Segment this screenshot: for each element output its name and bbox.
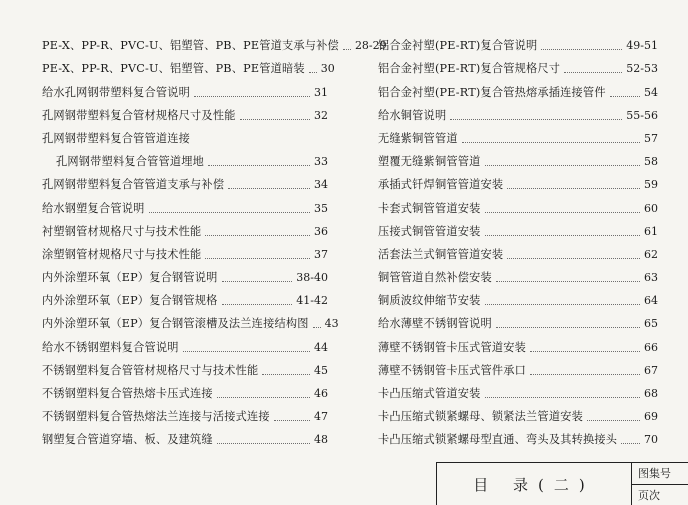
toc-entry <box>378 262 658 285</box>
dot-leader <box>507 188 640 189</box>
toc-entry-title: 涂塑钢管材规格尺寸与技术性能 <box>42 248 201 262</box>
dot-leader <box>228 188 310 189</box>
toc-entry <box>42 239 328 262</box>
toc-entry <box>42 146 328 169</box>
toc-entry <box>42 30 328 53</box>
dot-leader <box>485 165 641 166</box>
toc-entry-page: 48 <box>314 433 328 447</box>
toc-entry-title: PE-X、PP-R、PVC-U、铝塑管、PB、PE管道支承与补偿 <box>42 39 339 53</box>
toc-entry-title: 给水薄壁不锈钢管说明 <box>378 317 492 331</box>
toc-entry-page: 70 <box>644 433 658 447</box>
toc-entry <box>378 192 658 215</box>
toc-entry <box>378 123 658 146</box>
toc-entry-page: 43 <box>325 317 339 331</box>
toc-entry <box>378 30 658 53</box>
toc-entry <box>42 308 328 331</box>
toc-entry-page: 28-29 <box>355 39 387 53</box>
dot-leader <box>530 351 640 352</box>
toc-entry-title: 给水不锈钢塑料复合管说明 <box>42 341 179 355</box>
toc-entry-page: 58 <box>644 155 658 169</box>
toc-entry <box>378 146 658 169</box>
toc-entry-title: 卡凸压缩式锁紧螺母型直通、弯头及其转换接头 <box>378 433 617 447</box>
toc-entry-page: 37 <box>314 248 328 262</box>
toc-entry <box>42 378 328 401</box>
toc-entry-page: 35 <box>314 202 328 216</box>
toc-entry <box>42 331 328 354</box>
toc-entry-title: 内外涂塑环氧（EP）复合钢管说明 <box>42 271 218 285</box>
toc-entry-title: 不锈钢塑料复合管管材规格尺寸与技术性能 <box>42 364 258 378</box>
toc-entry <box>378 100 658 123</box>
dot-leader <box>462 142 640 143</box>
toc-entry-page: 60 <box>644 202 658 216</box>
toc-entry-title: 卡套式铜管管道安装 <box>378 202 481 216</box>
toc-entry-page: 61 <box>644 225 658 239</box>
toc-right-column <box>378 30 658 447</box>
toc-entry-title: 铜管管道自然补偿安装 <box>378 271 492 285</box>
toc-entry-title: 给水孔网钢带塑料复合管说明 <box>42 86 190 100</box>
toc-entry-title: 不锈钢塑料复合管热熔卡压式连接 <box>42 387 213 401</box>
dot-leader <box>205 258 310 259</box>
toc-entry <box>378 216 658 239</box>
toc-entry-page: 59 <box>644 178 658 192</box>
toc-entry-title: 内外涂塑环氧（EP）复合钢管滚槽及法兰连接结构图 <box>42 317 309 331</box>
toc-entry-title: 孔网钢带塑料复合管管道支承与补偿 <box>42 178 224 192</box>
toc-entry-page: 46 <box>314 387 328 401</box>
dot-leader <box>309 72 317 73</box>
toc-entry-page: 45 <box>314 364 328 378</box>
toc-entry-page: 36 <box>314 225 328 239</box>
toc-entry-title: 孔网钢带塑料复合管管道埋地 <box>42 155 204 169</box>
toc-entry <box>42 76 328 99</box>
toc-entry-title: 铝合金衬塑(PE-RT)复合管规格尺寸 <box>378 62 560 76</box>
toc-entry-title: 孔网钢带塑料复合管材规格尺寸及性能 <box>42 109 236 123</box>
dot-leader <box>194 96 310 97</box>
toc-entry <box>378 401 658 424</box>
toc-entry <box>42 401 328 424</box>
dot-leader <box>496 281 640 282</box>
toc-entry <box>378 169 658 192</box>
toc-entry-title: 铜质波纹伸缩节安装 <box>378 294 481 308</box>
toc-entry-page: 68 <box>644 387 658 401</box>
toc-entry-page: 41-42 <box>296 294 328 308</box>
toc-entry-page: 57 <box>644 132 658 146</box>
toc-entry-page: 62 <box>644 248 658 262</box>
toc-entry <box>42 262 328 285</box>
toc-entry <box>42 100 328 123</box>
toc-entry-title: 给水钢塑复合管说明 <box>42 202 145 216</box>
dot-leader <box>240 119 310 120</box>
toc-entry-page: 55-56 <box>626 109 658 123</box>
toc-entry-title: 薄壁不锈钢管卡压式管道安装 <box>378 341 526 355</box>
toc-entry-page: 52-53 <box>626 62 658 76</box>
title-block-side <box>632 463 688 505</box>
toc-entry-title: 塑覆无缝紫铜管管道 <box>378 155 481 169</box>
toc-entry-page: 65 <box>644 317 658 331</box>
toc-entry-title: 卡凸压缩式管道安装 <box>378 387 481 401</box>
dot-leader <box>183 351 310 352</box>
toc-entry-title: 卡凸压缩式锁紧螺母、锁紧法兰管道安装 <box>378 410 583 424</box>
toc-entry-page: 32 <box>314 109 328 123</box>
toc-entry-title: 活套法兰式铜管管道安装 <box>378 248 503 262</box>
dot-leader <box>313 327 321 328</box>
dot-leader <box>222 281 293 282</box>
toc-entry <box>378 424 658 447</box>
toc-entry-title: PE-X、PP-R、PVC-U、铝塑管、PB、PE管道暗装 <box>42 62 305 76</box>
dot-leader <box>485 235 641 236</box>
dot-leader <box>205 235 310 236</box>
toc-entry <box>378 355 658 378</box>
toc-entry-title: 承插式钎焊铜管管道安装 <box>378 178 503 192</box>
dot-leader <box>222 304 293 305</box>
toc-entry-title: 无缝紫铜管管道 <box>378 132 458 146</box>
toc-entry <box>378 308 658 331</box>
toc-entry <box>378 285 658 308</box>
toc-entry <box>378 378 658 401</box>
dot-leader <box>610 96 640 97</box>
toc-entry-page: 47 <box>314 410 328 424</box>
page-number-label: 页次 <box>632 485 688 505</box>
toc-entry-page: 49-51 <box>626 39 658 53</box>
toc-entry <box>378 239 658 262</box>
dot-leader <box>450 119 622 120</box>
atlas-number-label: 图集号 <box>632 463 688 485</box>
page-title: 目 录(二) <box>437 463 632 505</box>
toc-entry-page: 33 <box>314 155 328 169</box>
toc-entry-title: 铝合金衬塑(PE-RT)复合管说明 <box>378 39 537 53</box>
toc-entry-title: 铝合金衬塑(PE-RT)复合管热熔承插连接管件 <box>378 86 606 100</box>
toc-entry <box>42 424 328 447</box>
toc-entry <box>42 192 328 215</box>
toc-entry-page: 38-40 <box>296 271 328 285</box>
dot-leader <box>262 374 310 375</box>
title-block <box>436 462 688 505</box>
dot-leader <box>343 49 351 50</box>
dot-leader <box>564 72 622 73</box>
dot-leader <box>208 165 310 166</box>
toc-entry <box>378 76 658 99</box>
dot-leader <box>621 443 640 444</box>
toc-entry-page: 63 <box>644 271 658 285</box>
toc-entry <box>42 169 328 192</box>
toc-entry-title: 薄壁不锈钢管卡压式管件承口 <box>378 364 526 378</box>
toc-left-column <box>42 30 328 447</box>
toc-entry-title: 不锈钢塑料复合管热熔法兰连接与活接式连接 <box>42 410 270 424</box>
dot-leader <box>507 258 640 259</box>
toc-entry <box>42 123 328 146</box>
toc-entry-page: 34 <box>314 178 328 192</box>
dot-leader <box>496 327 640 328</box>
dot-leader <box>217 443 310 444</box>
toc-entry <box>378 331 658 354</box>
toc-entry-page: 67 <box>644 364 658 378</box>
dot-leader <box>149 212 311 213</box>
toc-entry <box>42 216 328 239</box>
toc-entry-title: 孔网钢带塑料复合管管道连接 <box>42 132 190 146</box>
toc-entry-page: 44 <box>314 341 328 355</box>
dot-leader <box>485 304 641 305</box>
toc-entry-title: 钢塑复合管道穿墙、板、及建筑缝 <box>42 433 213 447</box>
toc-entry-title: 衬塑钢管材规格尺寸与技术性能 <box>42 225 201 239</box>
dot-leader <box>587 420 640 421</box>
toc-entry-page: 69 <box>644 410 658 424</box>
toc-entry-page: 54 <box>644 86 658 100</box>
toc-entry-page: 30 <box>321 62 335 76</box>
dot-leader <box>541 49 622 50</box>
toc-entry <box>42 285 328 308</box>
toc-entry <box>42 53 328 76</box>
toc-entry-title: 给水铜管说明 <box>378 109 446 123</box>
toc-entry-title: 压接式铜管管道安装 <box>378 225 481 239</box>
dot-leader <box>217 397 310 398</box>
toc-entry-page: 64 <box>644 294 658 308</box>
dot-leader <box>530 374 640 375</box>
dot-leader <box>274 420 310 421</box>
toc-entry <box>42 355 328 378</box>
toc-entry-title: 内外涂塑环氧（EP）复合钢管规格 <box>42 294 218 308</box>
toc-entry-page: 66 <box>644 341 658 355</box>
toc-entry-page: 31 <box>314 86 328 100</box>
dot-leader <box>485 397 641 398</box>
dot-leader <box>485 212 641 213</box>
toc-entry <box>378 53 658 76</box>
